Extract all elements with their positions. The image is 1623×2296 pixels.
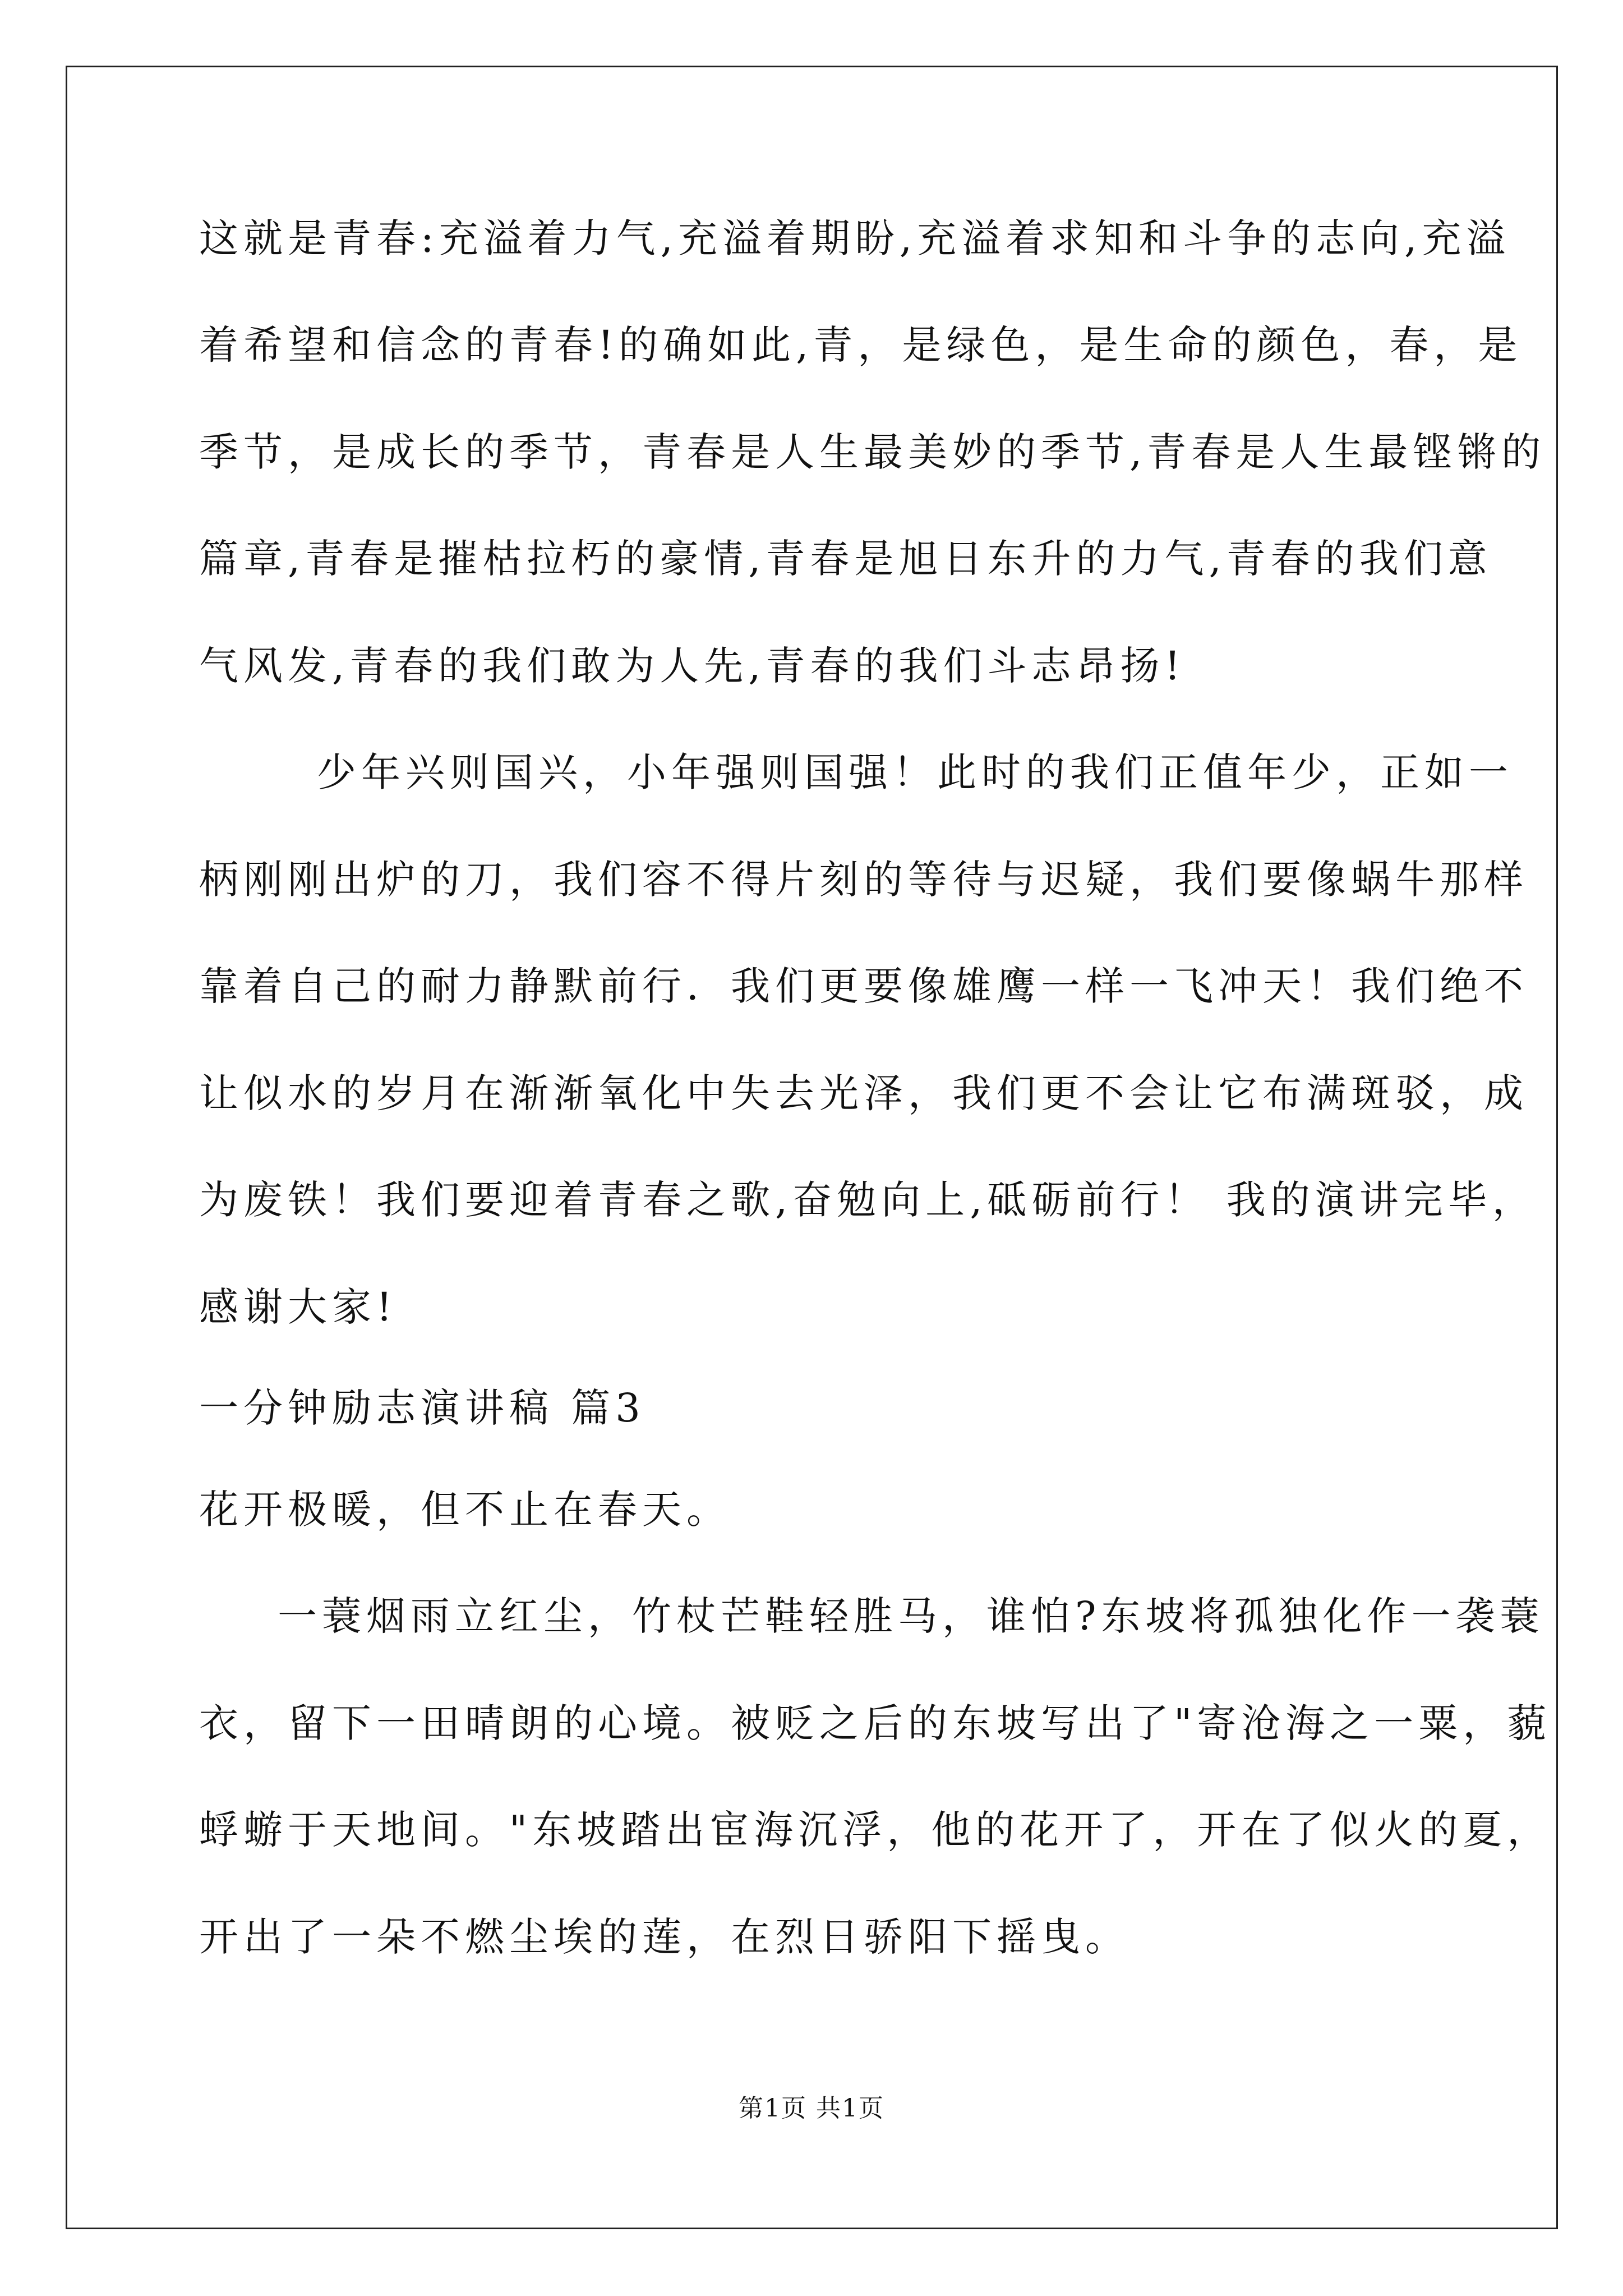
paragraph-line: 衣，留下一田晴朗的心境。被贬之后的东坡写出了"寄沧海之一粟，藐 [199,1700,1552,1746]
paragraph-line: 蜉蝣于天地间。"东坡踏出宦海沉浮，他的花开了，开在了似火的夏， [199,1807,1552,1853]
section-title: 一分钟励志演讲稿 篇3 [199,1385,645,1431]
paragraph-line: 季节，是成长的季节，青春是人生最美妙的季节,青春是人生最铿锵的 [199,429,1546,475]
page-footer: 第1页 共1页 [739,2094,884,2123]
paragraph-line: 花开极暖，但不止在春天。 [199,1487,731,1533]
paragraph-line: 为废铁！我们要迎着青春之歌,奋勉向上,砥砺前行！ 我的演讲完毕， [199,1177,1537,1223]
paragraph-line: 靠着自己的耐力静默前行．我们更要像雄鹰一样一飞冲天！我们绝不 [199,963,1528,1009]
paragraph-line: 开出了一朵不燃尘埃的莲，在烈日骄阳下摇曳。 [199,1914,1129,1960]
page-border [66,66,1558,2229]
paragraph-line: 少年兴则国兴，小年强则国强！此时的我们正值年少，正如一 [317,749,1513,795]
paragraph-line: 一蓑烟雨立红尘，竹杖芒鞋轻胜马，谁怕?东坡将孤独化作一袭蓑 [278,1593,1544,1639]
paragraph-line: 篇章,青春是摧枯拉朽的豪情,青春是旭日东升的力气,青春的我们意 [199,536,1492,582]
paragraph-line: 气风发,青春的我们敢为人先,青春的我们斗志昂扬! [199,643,1186,689]
paragraph-line: 感谢大家! [199,1284,398,1330]
paragraph-line: 让似水的岁月在渐渐氧化中失去光泽，我们更不会让它布满斑驳，成 [199,1070,1528,1116]
paragraph-line: 这就是青春:充溢着力气,充溢着期盼,充溢着求知和斗争的志向,充溢 [199,215,1511,261]
paragraph-line: 柄刚刚出炉的刀，我们容不得片刻的等待与迟疑，我们要像蜗牛那样 [199,857,1528,903]
paragraph-line: 着希望和信念的青春!的确如此,青，是绿色，是生命的颜色，春，是 [199,322,1523,368]
